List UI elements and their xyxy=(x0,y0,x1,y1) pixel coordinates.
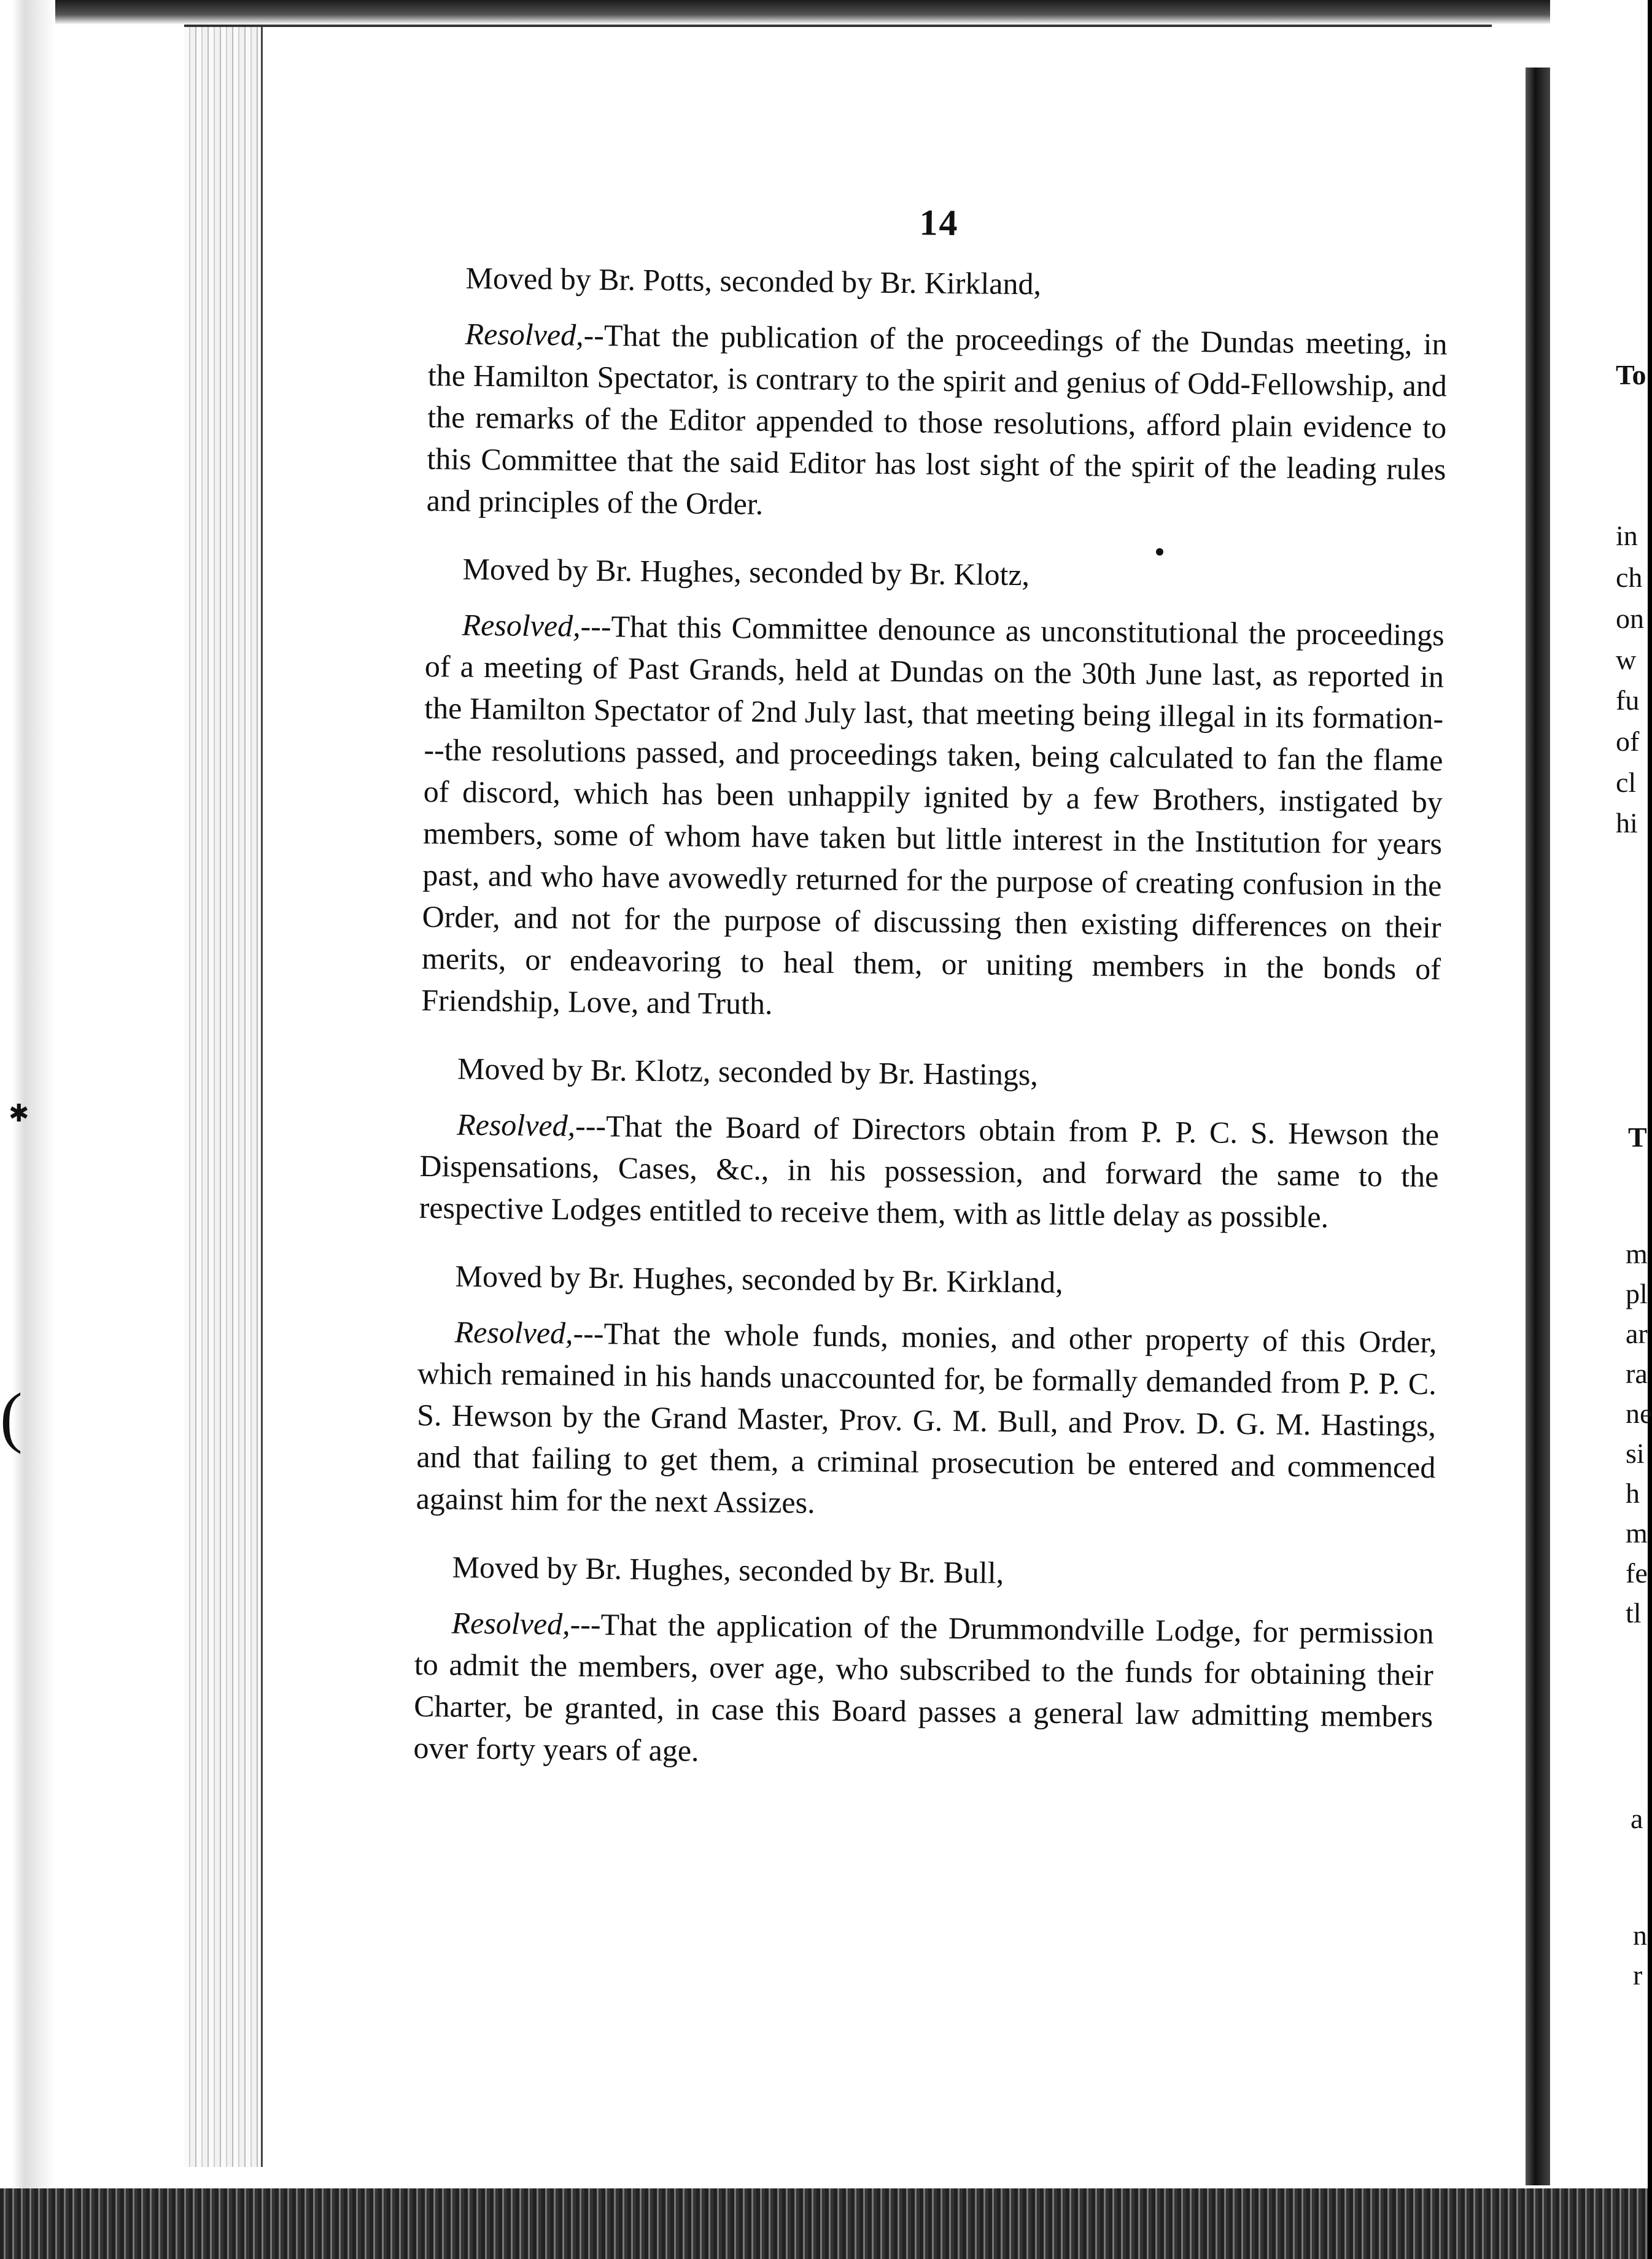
facing-page-fragment: hi xyxy=(1616,807,1638,839)
resolved-label: Resolved, xyxy=(456,1107,576,1143)
margin-bracket-left: ( xyxy=(0,1379,23,1454)
resolved-dash: --- xyxy=(580,608,611,644)
resolved-dash: --- xyxy=(573,1315,604,1351)
scan-edge-left xyxy=(0,0,55,2259)
facing-page-fragment: fu xyxy=(1616,684,1640,716)
facing-page-fragment: in xyxy=(1616,520,1638,551)
facing-page-fragment: ne xyxy=(1626,1398,1652,1429)
page-gutter xyxy=(184,25,263,2167)
page-top-edge xyxy=(184,25,1492,52)
motion-line: Moved by Br. Klotz, seconded by Br. Hastings, xyxy=(457,1051,1039,1092)
resolution-paragraph xyxy=(426,312,1447,532)
resolution-paragraph xyxy=(416,1311,1437,1530)
motion-line: Moved by Br. Hughes, seconded by Br. Kirkland, xyxy=(455,1258,1063,1300)
facing-page-fragment: T xyxy=(1628,1122,1647,1153)
resolution-text: That the publication of the proceedings of the Dundas meeting, in the Hamilton Spectator, is contrary to the spirit and genius of Odd-Fellowship, and the remarks of the Editor appended to those resolutions, afford plain evidence to this Committee that the said Editor has lost sight of the spirit of the leading rules and principles of the Order. xyxy=(426,317,1448,521)
resolved-label: Resolved, xyxy=(465,316,584,352)
facing-page-fragment: si xyxy=(1626,1438,1645,1469)
facing-page-fragment: a xyxy=(1631,1803,1643,1834)
motion-line: Moved by Br. Potts, seconded by Br. Kirkland, xyxy=(465,260,1042,301)
resolved-label: Resolved, xyxy=(462,607,581,643)
resolved-dash: -- xyxy=(583,317,605,352)
facing-page-fragment: tl xyxy=(1626,1597,1642,1629)
facing-page-fragment: pl xyxy=(1626,1278,1648,1309)
resolution-paragraph xyxy=(421,603,1445,1031)
facing-page-fragment: ar xyxy=(1626,1318,1648,1349)
resolved-dash: --- xyxy=(575,1108,607,1144)
facing-page-fragment: cl xyxy=(1616,767,1637,798)
motion-line: Moved by Br. Hughes, seconded by Br. Bull, xyxy=(452,1549,1004,1590)
facing-page-fragment: r xyxy=(1633,1959,1643,1991)
document-page xyxy=(413,196,1449,1805)
resolution-text: That the application of the Drummondville Lodge, for permission to admit the members, over age, who subscribed to the funds for obtaining their Charter, be granted, in case this Board passes a general law admitting members over forty years of age. xyxy=(413,1607,1434,1768)
resolved-label: Resolved, xyxy=(454,1314,573,1350)
facing-page-fragment: m xyxy=(1626,1238,1648,1269)
resolution-paragraph xyxy=(419,1103,1439,1239)
facing-page-fragment: ch xyxy=(1616,562,1643,593)
resolution-text: That the whole funds, monies, and other property of this Order, which remained in his hands unaccounted for, be formally demanded from P. P. C. S. Hewson by the Grand Master, Prov. G. M. Bull, and Prov. D. G. M. Hastings, and that failing to get them, a criminal prosecution be entered and commenced against him for the next Assizes. xyxy=(416,1316,1437,1520)
resolution-text: That this Committee denounce as unconstitutional the proceedings of a meeting of Past Grands, held at Dundas on the 30th June last, as reported in the Hamilton Spectator of 2nd July last, that meeting being illegal in its formation---the resolutions passed, and proceedings taken, being calculated to fan the flame of discord, which has been unhappily ignited by a few Brothers, instigated by members, some of whom have taken but little interest in the Institution for years past, and who have avowedly returned for the purpose of creating confusion in the Order, and not for the purpose of discussing then existing differences on their merits, or endeavoring to heal them, or uniting members in the bonds of Friendship, Love, and Truth. xyxy=(421,609,1445,1021)
facing-page-fragment: To xyxy=(1616,359,1646,390)
facing-page xyxy=(1550,0,1648,2188)
facing-page-fragment: m xyxy=(1626,1517,1648,1549)
facing-page-fragment: of xyxy=(1616,726,1640,757)
resolution-paragraph xyxy=(413,1602,1434,1779)
book-spine xyxy=(1526,68,1550,2185)
facing-page-fragment: w xyxy=(1616,644,1637,675)
facing-page-fragment: n xyxy=(1633,1920,1647,1951)
page-number: 14 xyxy=(919,202,959,244)
scan-edge-bottom xyxy=(0,2188,1648,2259)
resolution-text: That the Board of Directors obtain from P. P. C. S. Hewson the Dispensations, Cases, &c., in his possession, and forward the same to the respective Lodges entitled to receive them, with as little delay as possible. xyxy=(419,1109,1440,1234)
resolutions-list xyxy=(413,256,1448,1779)
facing-page-fragment: fe xyxy=(1626,1557,1648,1589)
facing-page-fragment: ra xyxy=(1626,1358,1648,1389)
facing-page-fragment: on xyxy=(1616,603,1644,634)
resolved-dash: --- xyxy=(570,1606,601,1642)
facing-page-fragment: h xyxy=(1626,1478,1640,1509)
margin-mark-left: ✱ xyxy=(9,1099,29,1127)
motion-line: Moved by Br. Hughes, seconded by Br. Klotz, xyxy=(462,551,1030,592)
scan-edge-top xyxy=(0,0,1648,25)
resolved-label: Resolved, xyxy=(451,1605,570,1641)
